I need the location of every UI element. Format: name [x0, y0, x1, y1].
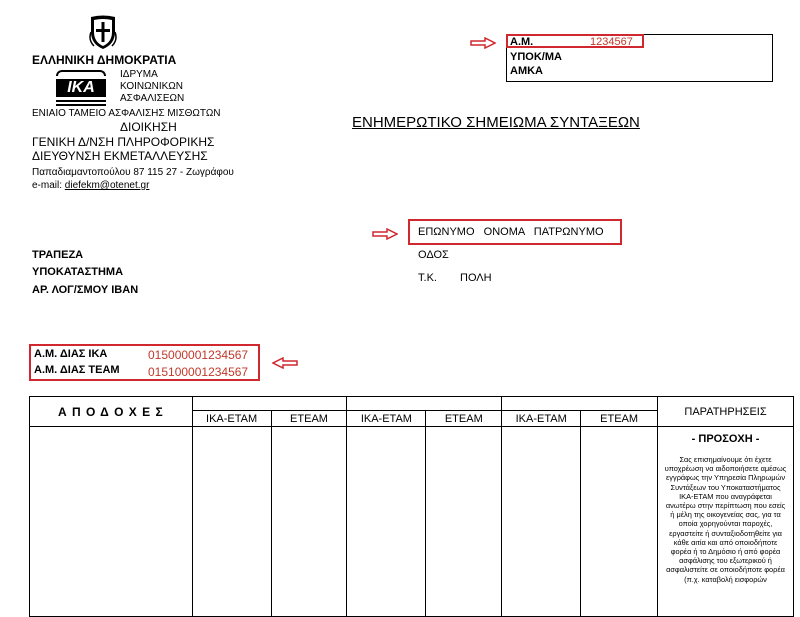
ika-logo-text: IKA [56, 79, 106, 97]
branch-label: ΥΠΟΚΑΤΑΣΤΗΜΑ [32, 266, 124, 278]
am-dias-ika-value: 015000001234567 [148, 348, 249, 362]
body-remarks [658, 427, 794, 617]
fund-name: ΕΝΙΑΙΟ ΤΑΜΕΙΟ ΑΣΦΑΛΙΣΗΣ ΜΙΣΘΩΤΩΝ [32, 108, 221, 119]
recipient-street: ΟΔΟΣ [418, 249, 449, 261]
recipient-name: ΕΠΩΝΥΜΟ ΟΝΟΜΑ ΠΑΤΡΩΝΥΜΟ [418, 226, 604, 238]
arrow-right-icon [470, 37, 496, 49]
body-ika-2 [347, 427, 426, 617]
logo-word: ΑΣΦΑΛΙΣΕΩΝ [120, 93, 185, 104]
email-label: e-mail: [32, 180, 65, 191]
earnings-table [29, 396, 794, 617]
arrow-left-icon [272, 357, 298, 369]
ika-logo [56, 70, 106, 108]
body-eteam-2 [426, 427, 502, 617]
body-eteam-3 [581, 427, 658, 617]
am-dias-team-label: Α.Μ. ΔΙΑΣ ΤΕΑΜ [34, 364, 120, 376]
header-group-3 [502, 397, 658, 411]
body-ika-3 [502, 427, 581, 617]
header-ika-3: ΙΚΑ-ΕΤΑΜ [502, 411, 581, 427]
header-eteam-2: ΕΤΕΑΜ [426, 411, 502, 427]
header-group-1 [192, 397, 347, 411]
am-value: 1234567 [590, 36, 633, 48]
logo-word: ΙΔΡΥΜΑ [120, 69, 158, 80]
am-dias-team-value: 015100001234567 [148, 365, 249, 379]
email-line [32, 180, 149, 191]
body-eteam-1 [271, 427, 347, 617]
header-ika-2: ΙΚΑ-ΕΤΑΜ [347, 411, 426, 427]
country-name: ΕΛΛΗΝΙΚΗ ΔΗΜΟΚΡΑΤΙΑ [32, 53, 177, 67]
body-ika-1 [192, 427, 271, 617]
recipient-city: ΠΟΛΗ [460, 272, 492, 284]
ypok-label: ΥΠΟΚ/ΜΑ [510, 51, 562, 63]
logo-word: ΚΟΙΝΩΝΙΚΩΝ [120, 81, 183, 92]
header-apodoxes: Α Π Ο Δ Ο Χ Ε Σ [30, 397, 193, 427]
header-remarks: ΠΑΡΑΤΗΡΗΣΕΙΣ [658, 397, 794, 427]
header-group-2 [347, 397, 502, 411]
am-label: Α.Μ. [510, 36, 534, 48]
ika-logo-words [120, 69, 184, 105]
am-dias-ika-label: Α.Μ. ΔΙΑΣ ΙΚΑ [34, 348, 108, 360]
document-title: ΕΝΗΜΕΡΩΤΙΚΟ ΣΗΜΕΙΩΜΑ ΣΥΝΤΑΞΕΩΝ [352, 114, 640, 131]
address: Παπαδιαμαντοπούλου 87 115 27 - Ζωγράφου [32, 167, 234, 178]
header-eteam-1: ΕΤΕΑΜ [271, 411, 347, 427]
body-apodoxes [30, 427, 193, 617]
attention-notice: Σας επισημαίνουμε ότι έχετε υποχρέωση να αιδοποιήσετε αμέσως εγγράφως την Υπηρεσία Πληρωμών Συντάξεων του Υποκαταστήματος ΙΚΑ-ΕΤΑΜ που αναγράφεται ανωτέρω στην περίπτωση που εσείς ή μέλη της οικογενείας σας, για τα οποία χορηγούνται παροχές, εργαστείτε ή συνταξιοδοτηθείτε για κάθε αιτία και από οποιοδήποτε φορέα ή το Δημόσιο ή από φορέα ασφάλισης του εξωτερικού ή ασφαλιστείτε σε οποιοδήποτε φορέα (π.χ. καταβολή εισφορών [664, 455, 787, 584]
administration: ΔΙΟΙΚΗΣΗ [120, 120, 177, 134]
email-link[interactable]: diefekm@otenet.gr [64, 180, 150, 191]
attention-heading: - ΠΡΟΣΟΧΗ - [691, 433, 760, 445]
iban-label: ΑΡ. ΛΟΓ/ΣΜΟΥ IBAN [32, 284, 139, 296]
arrow-right-icon [372, 228, 398, 240]
greek-emblem-icon [88, 14, 118, 50]
amka-label: ΑΜΚΑ [510, 65, 543, 77]
bank-label: ΤΡΑΠΕΖΑ [32, 249, 84, 261]
recipient-tk: Τ.Κ. [418, 272, 437, 284]
general-directorate: ΓΕΝΙΚΗ Δ/ΝΣΗ ΠΛΗΡΟΦΟΡΙΚΗΣ [32, 135, 215, 149]
header-eteam-3: ΕΤΕΑΜ [581, 411, 658, 427]
directorate: ΔΙΕΥΘΥΝΣΗ ΕΚΜΕΤΑΛΛΕΥΣΗΣ [32, 149, 208, 163]
header-ika-1: ΙΚΑ-ΕΤΑΜ [192, 411, 271, 427]
